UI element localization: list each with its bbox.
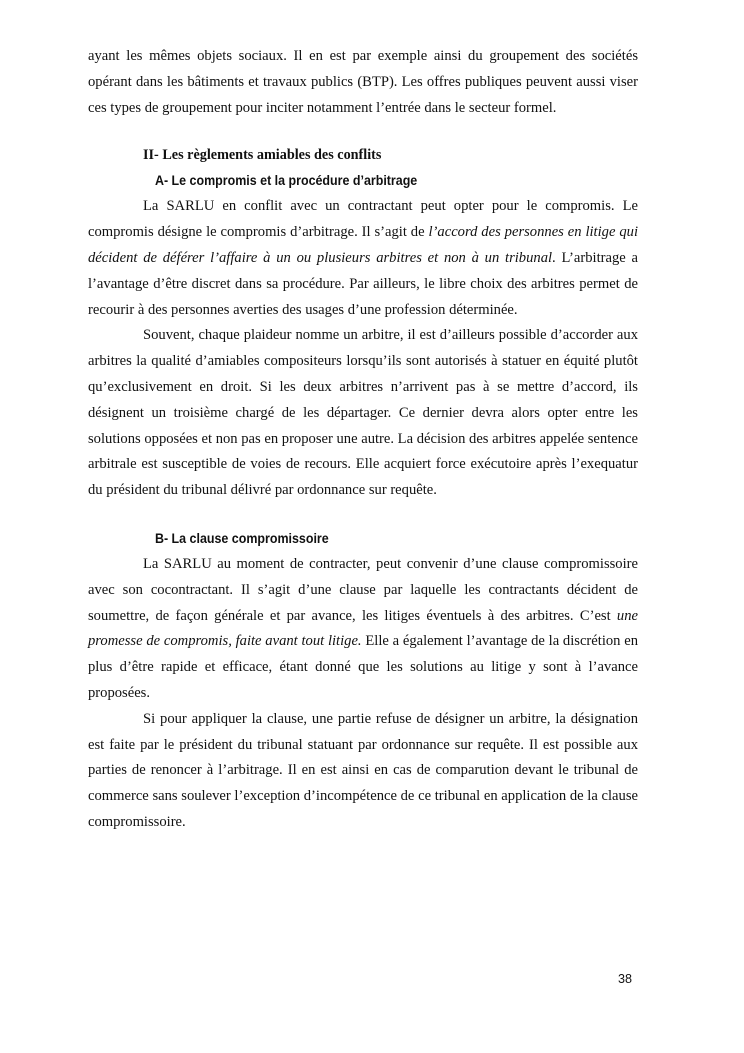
- paragraph-text: La SARLU au moment de contracter, peut convenir d’une clause compromissoire avec son cocontractant. Il s’agit d’une clause par laquelle les contractants décident de soumettre, de façon générale et par avance, les litiges éventuels à des arbitres. C’est: [88, 555, 638, 624]
- paragraph-italic-text: une promesse de compromis, faite avant tout litige.: [88, 607, 638, 650]
- page-number: 38: [618, 972, 633, 986]
- paragraph-text: . L’arbitrage a l’avantage d’être discret dans sa procédure. Par ailleurs, le libre choix des arbitres permet de recourir à des personnes averties des usages d’une profession déterminée.: [88, 249, 638, 318]
- paragraph-clause: [88, 552, 638, 707]
- page-body: [88, 44, 638, 836]
- spacer: [88, 121, 638, 142]
- paragraph-arbitres: Souvent, chaque plaideur nomme un arbitre, il est d’ailleurs possible d’accorder aux arbitres la qualité d’amiables compositeurs lorsqu’ils sont autorisés à statuer en équité plutôt qu’exclusivement en droit. Si les deux arbitres n’arrivent pas à se mettre d’accord, ils désignent un troisième chargé de les départager. Ce dernier devra alors opter entre les solutions opposées et non pas en proposer une autre. La décision des arbitres appelée sentence arbitrale est susceptible de voies de recours. Elle acquiert force exécutoire après l’exequatur du président du tribunal délivré par ordonnance sur requête.: [88, 327, 638, 499]
- paragraph-intro: ayant les mêmes objets sociaux. Il en est par exemple ainsi du groupement des sociétés opérant dans les bâtiments et travaux publics (BTP). Les offres publiques peuvent aussi viser ces types de groupement pour inciter notamment l’entrée dans le secteur formel.: [88, 48, 638, 116]
- paragraph-designation: Si pour appliquer la clause, une partie refuse de désigner un arbitre, la désignation est faite par le président du tribunal statuant par ordonnance sur requête. Il est possible aux parties de renoncer à l’arbitrage. Il en est ainsi en cas de comparution devant le tribunal de commerce sans soulever l’exception d’incompétence de ce tribunal en application de la clause compromissoire.: [88, 710, 638, 830]
- subsection-a-heading: A- Le compromis et la procédure d’arbitrage: [154, 173, 418, 189]
- section-heading: II- Les règlements amiables des conflits: [143, 147, 382, 164]
- spacer: [88, 504, 638, 526]
- paragraph-text: La SARLU en conflit avec un contractant peut opter pour le compromis. Le compromis désigne le compromis d’arbitrage. Il s’agit de: [88, 198, 638, 241]
- paragraph-text: Elle a également l’avantage de la discrétion en plus d’être rapide et efficace, étant donné que les solutions au litige y sont à l’avance proposées.: [88, 633, 639, 701]
- paragraph-compromis: [88, 194, 638, 323]
- paragraph-italic-text: l’accord des personnes en litige qui décident de déférer l’affaire à un ou plusieurs arbitres et non à un tribunal: [88, 224, 638, 266]
- subsection-b-heading: B- La clause compromissoire: [154, 530, 329, 546]
